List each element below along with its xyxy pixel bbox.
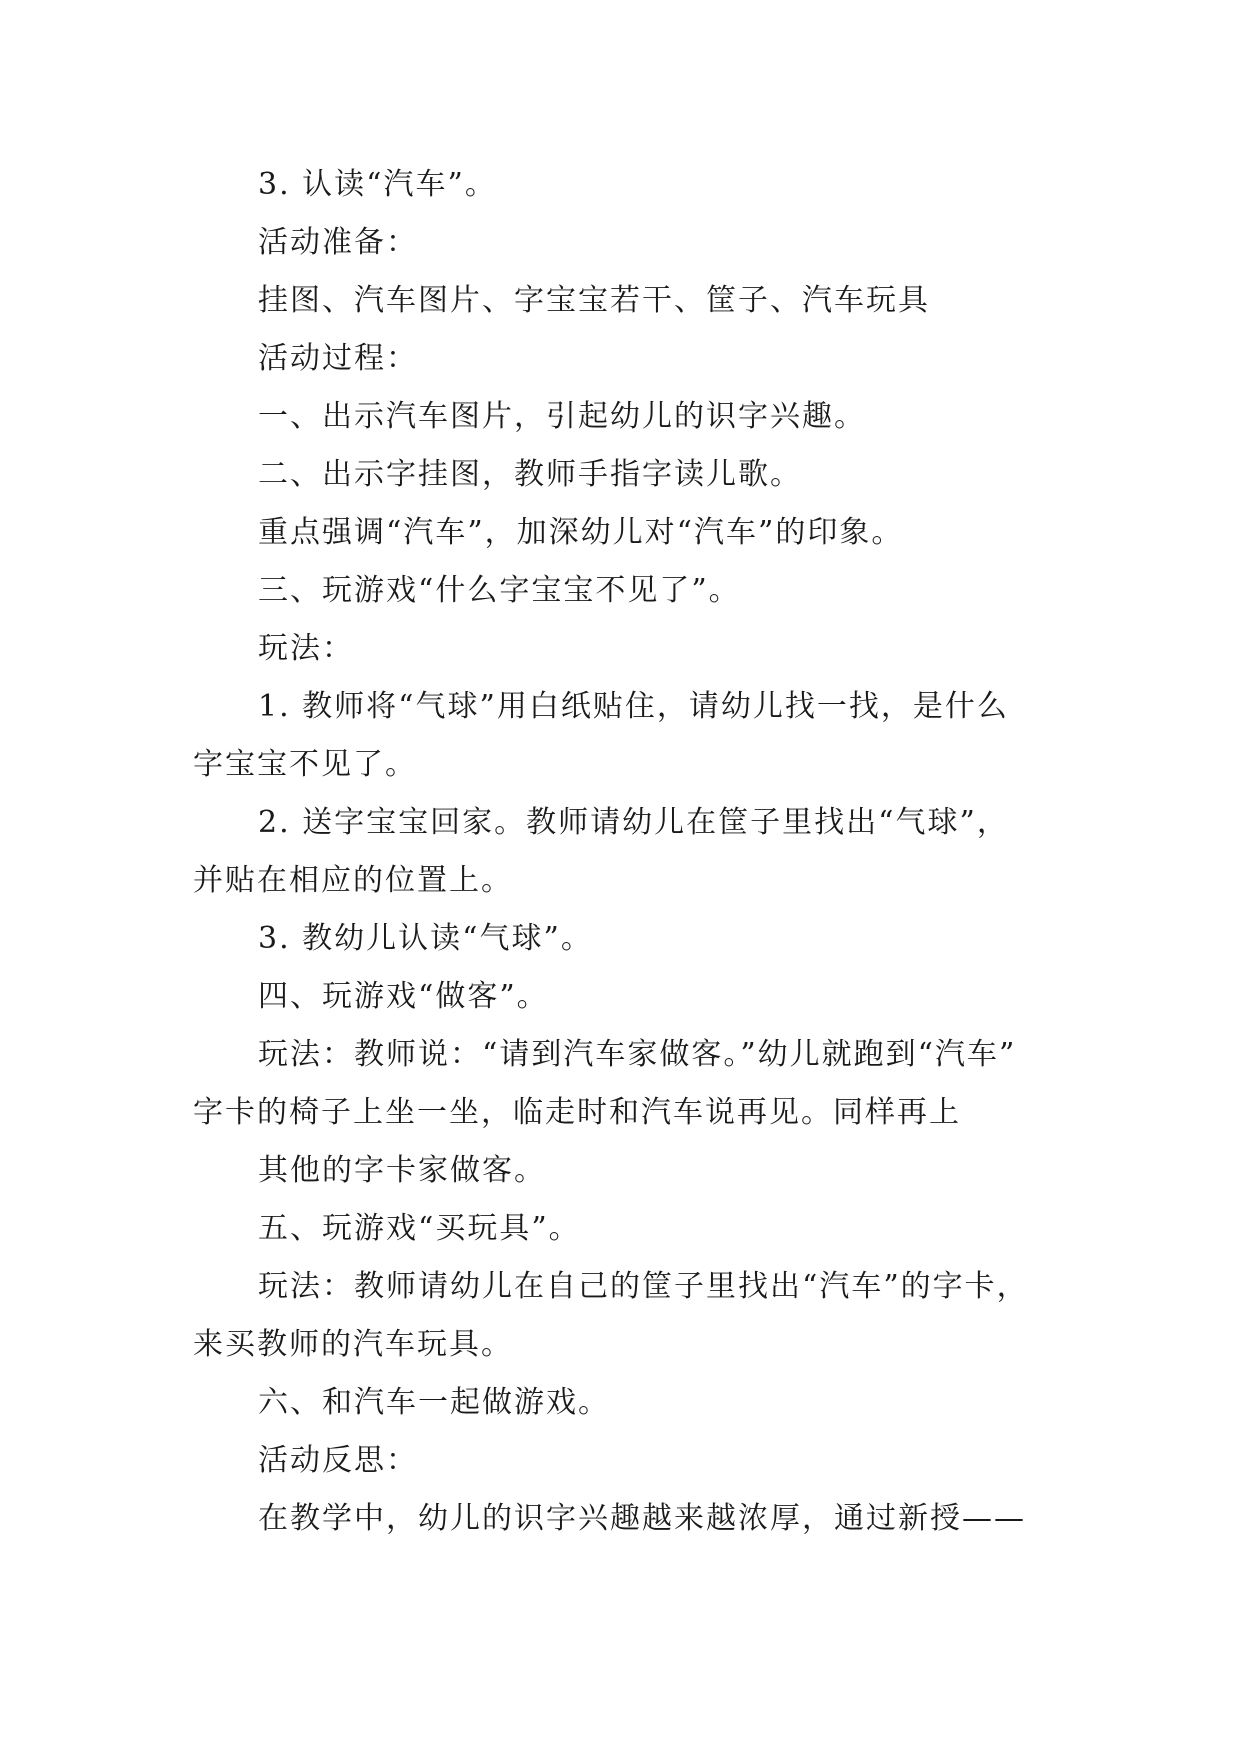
text-line: 其他的字卡家做客。 xyxy=(258,1153,546,1188)
text-line: 一、出示汽车图片，引起幼儿的识字兴趣。 xyxy=(258,399,866,434)
text-line: 二、出示字挂图，教师手指字读儿歌。 xyxy=(258,457,802,492)
text-line: 并贴在相应的位置上。 xyxy=(193,863,513,898)
text-line: 玩法：教师请幼儿在自己的筐子里找出“汽车”的字卡， xyxy=(258,1269,1029,1304)
text-line: 重点强调“汽车”，加深幼儿对“汽车”的印象。 xyxy=(258,515,904,550)
text-line: 字宝宝不见了。 xyxy=(193,747,417,782)
text-line: 在教学中，幼儿的识字兴趣越来越浓厚，通过新授—— xyxy=(258,1501,1026,1536)
text-line: 四、玩游戏“做客”。 xyxy=(258,979,549,1014)
text-line: 3. 教幼儿认读“气球”。 xyxy=(258,921,593,956)
text-line: 六、和汽车一起做游戏。 xyxy=(258,1385,610,1420)
section-heading: 活动反思： xyxy=(258,1443,418,1478)
text-line: 玩法： xyxy=(258,631,354,666)
text-line: 3. 认读“汽车”。 xyxy=(258,167,497,202)
text-line: 来买教师的汽车玩具。 xyxy=(193,1327,513,1362)
text-line: 玩法：教师说：“请到汽车家做客。”幼儿就跑到“汽车” xyxy=(258,1037,1017,1072)
text-line: 1. 教师将“气球”用白纸贴住，请幼儿找一找，是什么 xyxy=(258,689,1009,724)
section-heading: 活动准备： xyxy=(258,225,418,260)
text-line: 2. 送字宝宝回家。教师请幼儿在筐子里找出“气球”， xyxy=(258,805,1009,840)
text-line: 五、玩游戏“买玩具”。 xyxy=(258,1211,581,1246)
text-line: 字卡的椅子上坐一坐，临走时和汽车说再见。同样再上 xyxy=(193,1095,961,1130)
text-line: 三、玩游戏“什么字宝宝不见了”。 xyxy=(258,573,741,608)
section-heading: 活动过程： xyxy=(258,341,418,376)
text-line: 挂图、汽车图片、字宝宝若干、筐子、汽车玩具 xyxy=(258,283,930,318)
